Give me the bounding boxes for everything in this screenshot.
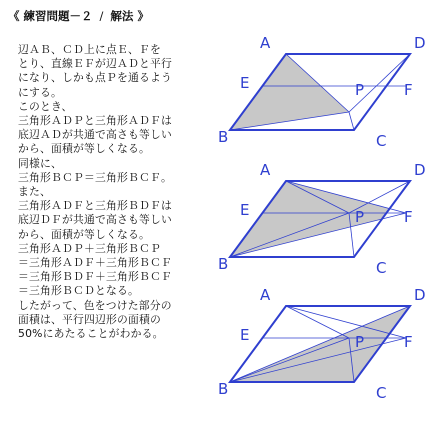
text-line: 50%にあたることがわかる。 [18,327,164,341]
figure-2-parallelogram [210,157,435,277]
header-open-bracket: 《 [8,9,20,23]
label-d: D [414,34,426,52]
figure-3-parallelogram [210,282,435,402]
label-b: B [218,255,229,273]
text-line: このとき、 [18,99,73,113]
text-line: したがって、色をつけた部分の [18,298,172,312]
header-slash: / [99,9,104,23]
text-line: とり、直線ＥＦが辺ＡＤと平行 [18,57,172,71]
label-a: A [260,161,271,179]
label-c: C [376,384,387,402]
label-f: F [404,81,413,99]
header-close-bracket: 》 [137,9,149,23]
label-d: D [414,286,426,304]
label-a: A [260,286,271,304]
label-c: C [376,132,387,150]
text-line: 底辺ＤＦが共通で高さも等しい [18,213,172,227]
text-line: 辺ＡＢ、ＣＤ上に点Ｅ、Ｆを [18,43,161,56]
label-e: E [240,326,250,344]
label-d: D [414,161,426,179]
text-line: 三角形ＡＤＰと三角形ＡＤＦは [18,114,172,128]
text-line: 同様に、 [18,156,62,170]
label-c: C [376,259,387,277]
label-a: A [260,34,271,52]
header-title: 練習問題－２ [23,9,93,23]
text-line: 面積は、平行四辺形の面積の [18,312,161,326]
text-line: また、 [18,185,51,199]
text-line: 三角形ＡＤＦと三角形ＢＤＦは [18,199,172,213]
text-line: ＝三角形ＡＤＦ＋三角形ＢＣＦ [18,256,172,270]
exercise-header [8,8,149,24]
text-line: から、面積が等しくなる。 [18,142,150,156]
text-line: から、面積が等しくなる。 [18,227,150,241]
text-line: 底辺ＡＤが共通で高さも等しい [18,128,172,142]
text-line: ＝三角形ＢＣＤとなる。 [18,284,139,298]
label-b: B [218,128,229,146]
label-b: B [218,380,229,398]
text-line: 三角形ＢＣＰ＝三角形ＢＣＦ。 [18,170,172,184]
label-p: P [355,333,365,351]
text-line: になり、しかも点Ｐを通るよう [18,71,172,85]
label-p: P [355,208,365,226]
label-e: E [240,74,250,92]
solution-text [18,43,214,341]
figure-1-parallelogram [210,30,435,150]
label-e: E [240,201,250,219]
label-f: F [404,208,413,226]
text-line: 三角形ＡＤＰ＋三角形ＢＣＰ [18,241,161,255]
label-f: F [404,333,413,351]
header-subtitle: 解法 [110,9,134,23]
text-line: にする。 [18,85,62,99]
text-line: ＝三角形ＢＤＦ＋三角形ＢＣＦ [18,270,172,284]
label-p: P [355,81,365,99]
